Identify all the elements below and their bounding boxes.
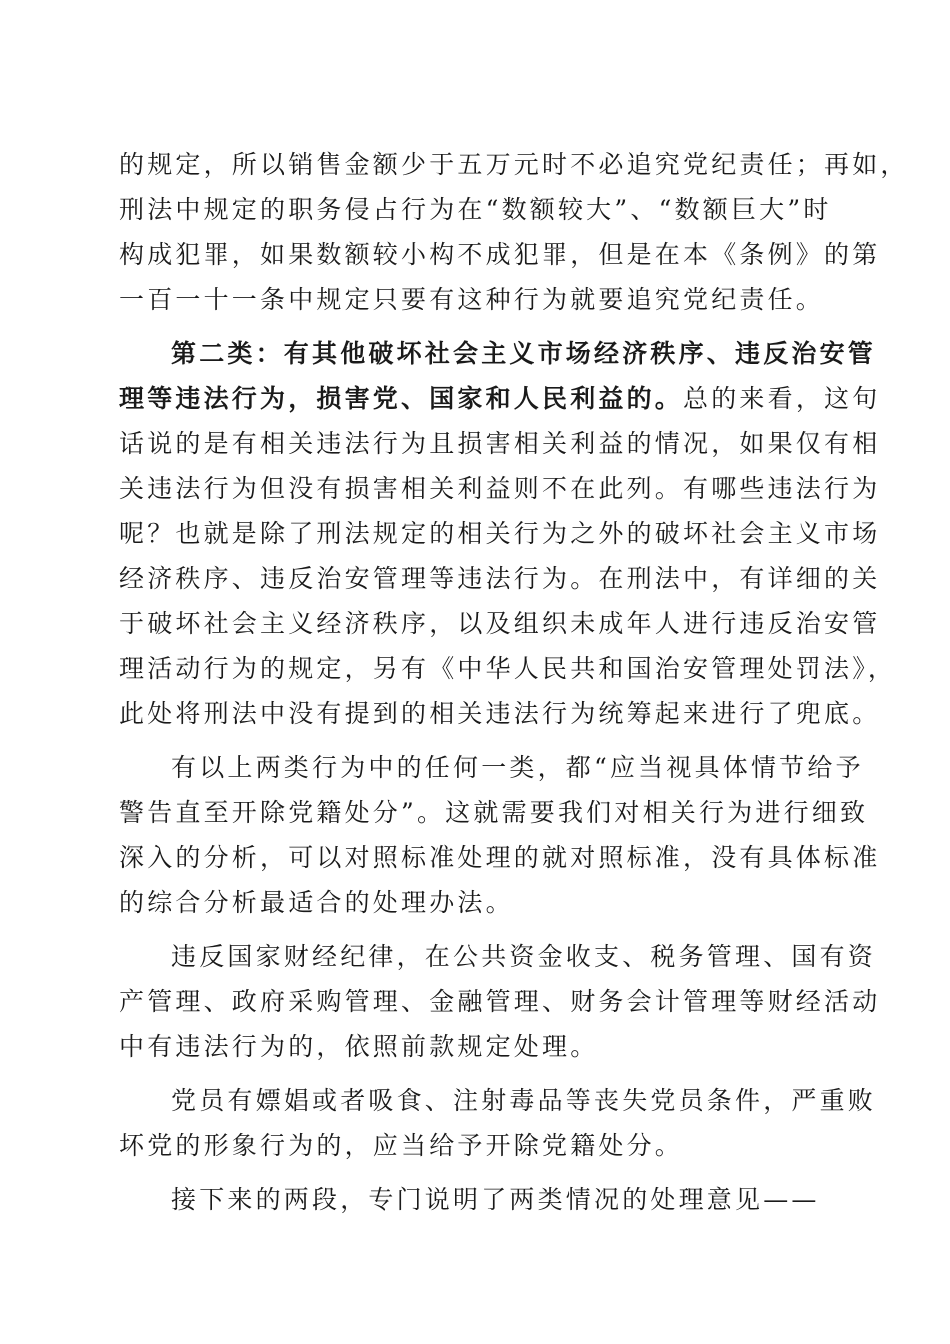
text-line: 关违法行为但没有损害相关利益则不在此列。有哪些违法行为 — [119, 474, 881, 503]
paragraph-6 — [119, 1177, 839, 1222]
text-line: 的规定，所以销售金额少于五万元时不必追究党纪责任；再如， — [119, 150, 909, 179]
text-line: 的综合分析最适合的处理办法。 — [119, 888, 514, 917]
text-line: 深入的分析，可以对照标准处理的就对照标准，没有具体标准 — [119, 843, 881, 872]
text-run: 总的来看，这句 — [683, 384, 881, 413]
text-line — [119, 376, 881, 421]
text-line: 坏党的形象行为的，应当给予开除党籍处分。 — [119, 1131, 684, 1160]
text-line: 中有违法行为的，依照前款规定处理。 — [119, 1032, 599, 1061]
paragraph-5 — [119, 1078, 877, 1168]
bold-heading-text: 理等违法行为，损害党、国家和人民利益的。 — [119, 384, 684, 413]
document-body — [119, 142, 909, 1222]
text-line: 构成犯罪，如果数额较小构不成犯罪，但是在本《条例》的第 — [119, 240, 881, 269]
text-line: 产管理、政府采购管理、金融管理、财务会计管理等财经活动 — [119, 987, 881, 1016]
text-line: 有以上两类行为中的任何一类，都“应当视具体情节给予 — [171, 753, 864, 782]
text-line: 党员有嫖娼或者吸食、注射毒品等丧失党员条件，严重败 — [171, 1086, 877, 1115]
bold-heading-text: 第二类：有其他破坏社会主义市场经济秩序、违反治安管 — [171, 339, 877, 368]
text-line: 经济秩序、违反治安管理等违法行为。在刑法中，有详细的关 — [119, 564, 881, 593]
text-line: 理活动行为的规定，另有《中华人民共和国治安管理处罚法》， — [119, 654, 897, 683]
paragraph-1 — [119, 142, 909, 322]
text-line: 此处将刑法中没有提到的相关违法行为统筹起来进行了兜底。 — [119, 699, 881, 728]
text-line: 于破坏社会主义经济秩序，以及组织未成年人进行违反治安管 — [119, 609, 881, 638]
text-line: 呢？也就是除了刑法规定的相关行为之外的破坏社会主义市场 — [119, 519, 881, 548]
text-line: 警告直至开除党籍处分”。这就需要我们对相关行为进行细致 — [119, 798, 869, 827]
text-line — [119, 331, 877, 376]
text-line: 接下来的两段，专门说明了两类情况的处理意见—— — [171, 1185, 820, 1214]
text-line: 话说的是有相关违法行为且损害相关利益的情况，如果仅有相 — [119, 429, 881, 458]
text-line: 一百一十一条中规定只要有这种行为就要追究党纪责任。 — [119, 285, 825, 314]
text-line: 违反国家财经纪律，在公共资金收支、税务管理、国有资 — [171, 942, 877, 971]
paragraph-4 — [119, 934, 881, 1069]
paragraph-2 — [119, 331, 897, 736]
paragraph-3 — [119, 745, 881, 925]
text-line: 刑法中规定的职务侵占行为在“数额较大”、“数额巨大”时 — [119, 195, 832, 224]
